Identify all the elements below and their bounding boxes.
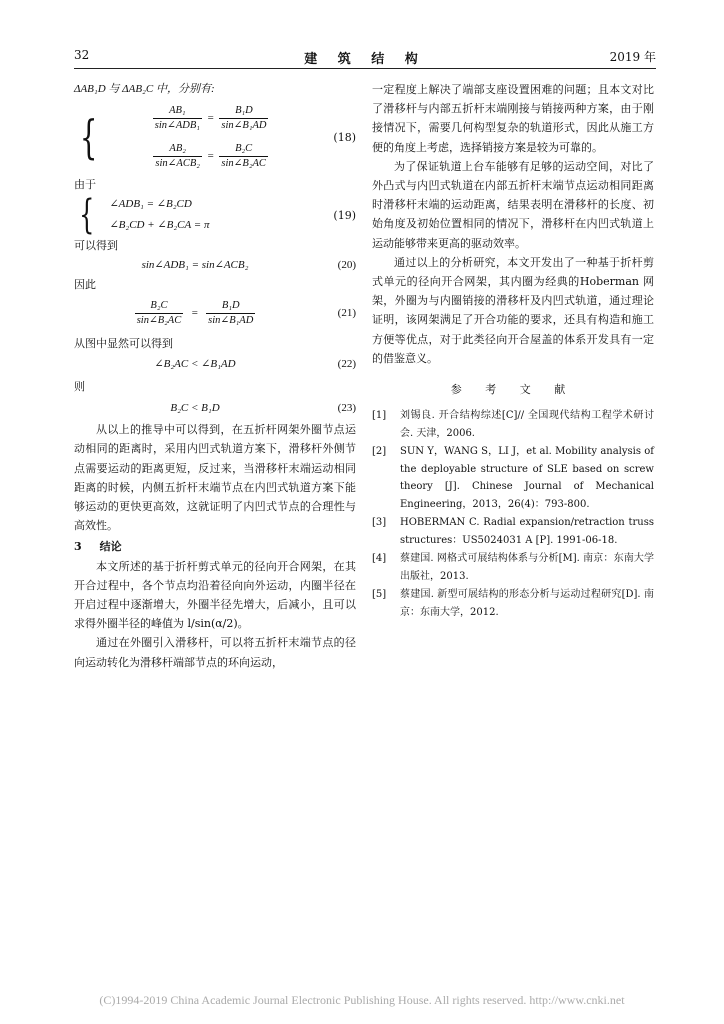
eq20-body: sin∠ADB₁ = sin∠ACB₂ xyxy=(141,258,249,271)
reference-text: HOBERMAN C. Radial expansion/retraction truss structures：US5024031 A [P]. 1991-06-18. xyxy=(400,517,654,546)
header-rule xyxy=(74,68,656,69)
eq18-r1-num2: B₁D xyxy=(219,104,268,119)
equation-19 xyxy=(74,192,356,239)
running-header xyxy=(74,48,656,68)
equation-number: (21) xyxy=(337,307,356,320)
reference-tag: [5] xyxy=(372,589,387,601)
equation-18: { $\frac{\text{AB₁}}{\text{sin∠ADB₁}}$ = $\frac{\text{B₁D}}{\text{sin∠B₁AD}}$ $\frac{\text{AB₂}}{\text{sin∠ACB₂}}$ = $\frac{\text{B₂C}}{\text{sin∠B₂AC}}$ (18) xyxy=(79,104,356,169)
equation-number: (22) xyxy=(337,358,356,371)
reference-tag: [3] xyxy=(372,517,387,529)
eq18-r1-den1: sin∠ADB₁ xyxy=(154,119,200,131)
equation-20 xyxy=(74,256,356,275)
equation-22 xyxy=(74,353,356,377)
equation-brace: { xyxy=(79,110,98,165)
equation-brace: { xyxy=(79,192,95,239)
eq18-r2-num2: B₂C xyxy=(219,142,268,157)
reference-text: SUN Y，WANG S，LI J，et al. Mobility analysis of the deployable structure of SLE based on screw theory [J]. Chinese Journal of Mechanical Engineering，2013，26(4)：793-800. xyxy=(400,446,654,510)
eq19-row2: ∠B₂CD + ∠B₂CA = π xyxy=(109,219,210,232)
reference-text: 刘锡良. 开合结构综述[C]// 全国现代结构工程学术研讨会. 天津，2006. xyxy=(400,410,654,439)
conclusion-paragraph-4: 通过以上的分析研究，本文开发出了一种基于折杆剪式单元的径向开合网架，其内圈为经典的Hoberman 网架，外圈为与内圈销接的滑移杆及内凹式轨道，通过理论证明，该网架满足了开合功能的要求，还具有构造和施工方便等优点，对于此类径向开合屋盖的体系开发具有一定的借鉴意义。 xyxy=(372,255,654,365)
section-heading xyxy=(74,537,356,556)
triangles-intro: ΔAB₁D 与 ΔAB₂C 中，分别有: xyxy=(74,83,215,95)
eq21-num1: B₂C xyxy=(135,299,184,314)
eq18-r1-den2: sin∠B₁AD xyxy=(221,119,267,131)
reference-tag: [1] xyxy=(372,410,387,422)
hence-label: 因此 xyxy=(74,277,96,291)
eq21-den2: sin∠B₁AD xyxy=(208,315,254,327)
eq18-r2-den1: sin∠ACB₂ xyxy=(155,157,200,169)
equation-number: (20) xyxy=(337,258,356,271)
equation-23 xyxy=(74,396,356,420)
copyright-footer: (C)1994-2019 China Academic Journal Electronic Publishing House. All rights reserved. http://www.cnki.net xyxy=(99,993,625,1007)
reference-item xyxy=(372,514,654,549)
eq21-den1: sin∠B₂AC xyxy=(136,315,182,327)
right-column xyxy=(372,80,654,622)
eq18-r2-num1: AB₂ xyxy=(153,142,202,157)
conclusion-continued: 一定程度上解决了端部支座设置困难的问题；且本文对比了滑移杆与内部五折杆末端刚接与销接两种方案，由于刚接情况下，需要几何构型复杂的轨道形式，因此从施工方便的角度上考虑，选择销接方案是较为可靠的。 xyxy=(372,83,654,154)
fromfig-label: 从图中显然可以得到 xyxy=(74,336,173,350)
reference-item xyxy=(372,407,654,442)
conclusion-paragraph-1: 本文所述的基于折杆剪式单元的径向开合网架，在其开合过程中，各个节点均沿着径向向外运动，内圈半径在开启过程中逐渐增大，外圈半径先增大，后减小，且可以求得外圈半径的峰值为 l/sin(α/2)。 xyxy=(74,559,356,631)
derivation-conclusion-paragraph: 从以上的推导中可以得到，在五折杆网架外圈节点运动相同的距离时，采用内凹式轨道方案下，滑移杆外侧节点需要运动的距离更短，反过来，当滑移杆末端运动相同距离的时候，内侧五折杆末端节点在内凹式轨道方案下能够运动的更快更高效，这就证明了内凹式节点的合理性与高效性。 xyxy=(74,423,356,533)
eq18-r1-num1: AB₁ xyxy=(153,104,202,119)
eq22-body: ∠B₂AC < ∠B₁AD xyxy=(154,358,236,371)
eq19-row1: ∠ADB₁ = ∠B₂CD xyxy=(109,198,192,211)
section-number: 3 xyxy=(74,540,82,554)
reference-text: 蔡建国. 新型可展结构的形态分析与运动过程研究[D]. 南京：东南大学，2012. xyxy=(400,589,654,618)
canget-label: 可以得到 xyxy=(74,239,118,253)
equation-number: (18) xyxy=(333,130,356,144)
reference-tag: [2] xyxy=(372,446,387,458)
eq18-r2-den2: sin∠B₂AC xyxy=(221,157,266,169)
journal-year: 2019 年 xyxy=(609,50,656,64)
equation-number: (19) xyxy=(333,208,356,222)
equation-21: $\frac{\text{B₂C}}{\text{sin∠B₂AC}}$ = $\frac{\text{B₁D}}{\text{sin∠B₁AD}}$ (21) xyxy=(136,300,356,327)
reference-text: 蔡建国. 网格式可展结构体系与分析[M]. 南京：东南大学出版社，2013. xyxy=(400,553,654,582)
equation-number: (23) xyxy=(337,401,356,414)
then-label: 则 xyxy=(74,380,85,394)
since-label: 由于 xyxy=(74,178,96,192)
eq23-body: B₂C < B₁D xyxy=(170,401,220,414)
references-heading: 参 考 文 献 xyxy=(450,383,576,397)
reference-tag: [4] xyxy=(372,553,387,565)
conclusion-paragraph-2: 通过在外圈引入滑移杆，可以将五折杆末端节点的径向运动转化为滑移杆端部节点的环向运动， xyxy=(74,636,356,669)
journal-title: 建 筑 结 构 xyxy=(304,52,426,67)
reference-item xyxy=(372,443,654,513)
conclusion-paragraph-3: 为了保证轨道上台车能够有足够的运动空间，对比了外凸式与内凹式轨道在内部五折杆末端节点运动相同距离时滑移杆末端的运动距离，结果表明在滑移杆的长度、初始角度及初始位置相同的情况下，滑移杆在内凹式轨道上运动能够带来更高的驱动效率。 xyxy=(372,159,654,250)
eq21-num2: B₁D xyxy=(206,299,255,314)
section-title: 结论 xyxy=(99,540,122,554)
page-number: 32 xyxy=(74,48,90,62)
reference-item xyxy=(372,586,654,621)
left-column xyxy=(74,80,356,672)
reference-item xyxy=(372,550,654,585)
